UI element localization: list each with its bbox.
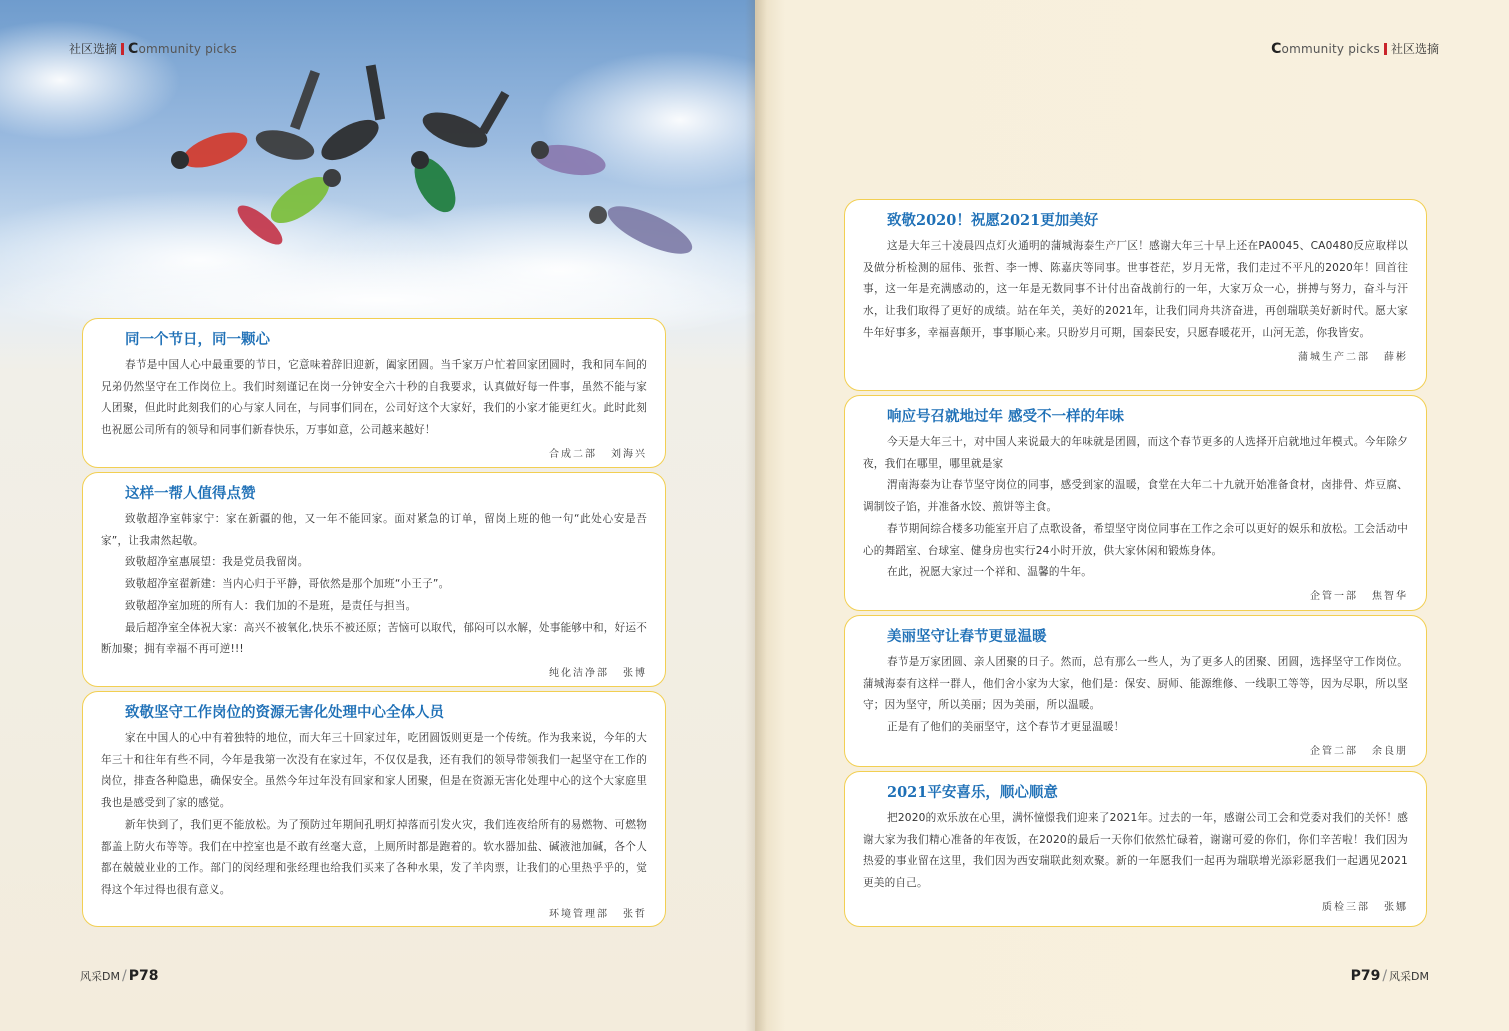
article-card bbox=[844, 771, 1427, 927]
article-paragraph: 致敬超净室翟新建：当内心归于平静，哥依然是那个加班“小王子”。 bbox=[125, 578, 450, 591]
article-card bbox=[82, 318, 666, 468]
page-number-left: 风采DM / P78 bbox=[80, 968, 159, 984]
magazine-name: 风采DM bbox=[80, 970, 120, 983]
article-paragraph: 今天是大年三十，对中国人来说最大的年味就是团圆，而这个春节更多的人选择开启就地过年模式。今年除夕夜，我们在哪里，哪里就是家 bbox=[863, 436, 1408, 470]
article-paragraph: 春节是万家团圆、亲人团聚的日子。然而，总有那么一些人，为了更多人的团聚、团圆，选择坚守工作岗位。蒲城海泰有这样一群人，他们舍小家为大家，他们是：保安、厨师、能源维修、一线职工等等，因为尽职，所以坚守；因为坚守，所以美丽；因为美丽，所以温暖。 bbox=[863, 656, 1408, 712]
article-paragraph: 最后超净室全体祝大家：高兴不被氧化,快乐不被还原；苦恼可以取代，郁闷可以水解，处事能够中和，好运不断加聚；拥有幸福不再可逆!!! bbox=[101, 621, 647, 656]
article-paragraph: 致敬超净室惠展望：我是党员我留岗。 bbox=[125, 556, 309, 569]
page-number: P78 bbox=[128, 968, 159, 984]
article-card bbox=[844, 395, 1427, 611]
header-left bbox=[69, 40, 237, 57]
article-paragraph: 春节期间综合楼多功能室开启了点歌设备，希望坚守岗位同事在工作之余可以更好的娱乐和放松。工会活动中心的舞蹈室、台球室、健身房也实行24小时开放，供大家休闲和锻炼身体。 bbox=[863, 522, 1408, 557]
article-signature: 蒲城生产二部 薛彬 bbox=[1298, 351, 1408, 363]
article-signature: 企管二部 余良朋 bbox=[1310, 745, 1408, 757]
article-card bbox=[844, 199, 1427, 391]
article-paragraph: 家在中国人的心中有着独特的地位，而大年三十回家过年，吃团圆饭则更是一个传统。作为我来说，今年的大年三十和往年有些不同，今年是我第一次没有在家过年，不仅仅是我，还有我们的领导带领我们一起坚守在工作的岗位，排查各种隐患，确保安全。虽然今年过年没有回家和家人团聚，但是在资源无害化处理中心的这个大家庭里我也是感受到了家的感觉。 bbox=[101, 732, 647, 810]
section-label: 社区选摘 bbox=[1390, 42, 1439, 56]
article-signature: 企管一部 焦智华 bbox=[1310, 590, 1408, 602]
article-signature: 环境管理部 张哲 bbox=[549, 908, 647, 920]
right-page bbox=[755, 0, 1509, 1031]
article-paragraph: 把2020的欢乐放在心里，满怀憧憬我们迎来了2021年。过去的一年，感谢公司工会和党委对我们的关怀！感谢大家为我们精心准备的年夜饭，在2020的最后一天你们依然忙碌着，谢谢可爱的你们，你们辛苦啦！我们因为热爱的事业留在这里，我们因为西安瑞联此刻欢聚。新的一年愿我们一起再为瑞联增光添彩愿我们一起遇见2021更美的自己。 bbox=[863, 812, 1408, 890]
article-signature: 合成二部 刘海兴 bbox=[549, 448, 647, 460]
article-paragraph: 致敬超净室韩家宁：家在新疆的他，又一年不能回家。面对紧急的订单，留岗上班的他一句“此处心安是吾家”，让我肃然起敬。 bbox=[101, 513, 647, 547]
article-title: 同一个节日，同一颗心 bbox=[125, 331, 270, 348]
article-card bbox=[82, 472, 666, 687]
article-paragraph: 正是有了他们的美丽坚守，这个春节才更显温暖！ bbox=[887, 721, 1125, 734]
section-label-en: Community picks bbox=[1271, 40, 1380, 57]
article-paragraph: 在此，祝愿大家过一个祥和、温馨的牛年。 bbox=[887, 566, 1093, 579]
article-card bbox=[844, 615, 1427, 767]
article-title: 致敬坚守工作岗位的资源无害化处理中心全体人员 bbox=[125, 704, 444, 721]
article-card bbox=[82, 691, 666, 927]
page-number-right: P79 / 风采DM bbox=[1350, 968, 1429, 984]
page-number: P79 bbox=[1350, 968, 1381, 984]
article-paragraph: 新年快到了，我们更不能放松。为了预防过年期间孔明灯掉落而引发火灾，我们连夜给所有的易燃物、可燃物都盖上防火布等等。我们在中控室也是不敢有丝毫大意，上厕所时都是跑着的。软水器加盐、碱液池加碱，各个人都在兢兢业业的工作。部门的闵经理和张经理也给我们买来了各种水果，发了羊肉票，让我们的心里热乎乎的，觉得这个年过得也很有意义。 bbox=[101, 818, 647, 896]
article-title: 致敬2020！祝愿2021更加美好 bbox=[887, 212, 1099, 229]
article-paragraph: 致敬超净室加班的所有人：我们加的不是班，是责任与担当。 bbox=[125, 599, 417, 612]
article-title: 美丽坚守让春节更显温暖 bbox=[887, 628, 1047, 645]
section-label-en: Community picks bbox=[128, 40, 237, 57]
article-signature: 纯化洁净部 张博 bbox=[549, 667, 647, 679]
magazine-name: 风采DM bbox=[1389, 970, 1429, 983]
article-title: 2021平安喜乐，顺心顺意 bbox=[887, 784, 1058, 801]
article-title: 这样一帮人值得点赞 bbox=[125, 485, 256, 502]
article-signature: 质检三部 张娜 bbox=[1322, 901, 1408, 913]
book-spine bbox=[745, 0, 767, 1031]
header-divider bbox=[1384, 43, 1387, 55]
article-paragraph: 这是大年三十凌晨四点灯火通明的蒲城海泰生产厂区！感谢大年三十早上还在PA0045、CA0480反应取样以及做分析检测的屈伟、张哲、李一博、陈嘉庆等同事。世事苍茫，岁月无常，我们走过不平凡的2020年！回首往事，这一年是充满感动的，这一年是无数同事不计付出奋战前行的一年，大家万众一心，拼搏与努力，奋斗与汗水，让我们取得了更好的成绩。站在年关，美好的2021年，让我们同舟共济奋进，再创瑞联美好新时代。愿大家牛年好事多，幸福喜颠开，事事顺心来。只盼岁月可期，国泰民安，只愿春暖花开，山河无恙，你我皆安。 bbox=[863, 240, 1408, 339]
section-label: 社区选摘 bbox=[69, 42, 118, 56]
article-paragraph: 渭南海泰为让春节坚守岗位的同事，感受到家的温暖，食堂在大年二十九就开始准备食材，卤排骨、炸豆腐、调制饺子馅，并准备水饺、煎饼等主食。 bbox=[863, 479, 1408, 514]
article-paragraph: 春节是中国人心中最重要的节日，它意味着辞旧迎新，阖家团圆。当千家万户忙着回家团圆时，我和同车间的兄弟仍然坚守在工作岗位上。我们时刻谨记在岗一分钟安全六十秒的自我要求，认真做好每一件事，虽然不能与家人团聚，但此时此刻我们的心与家人同在，与同事们同在，公司好这个大家好，我们的小家才能更红火。此时此刻也祝愿公司所有的领导和同事们新春快乐，万事如意，公司越来越好！ bbox=[101, 359, 647, 437]
article-title: 响应号召就地过年 感受不一样的年味 bbox=[887, 408, 1125, 425]
header-divider bbox=[121, 43, 124, 55]
header-right bbox=[1271, 40, 1439, 57]
